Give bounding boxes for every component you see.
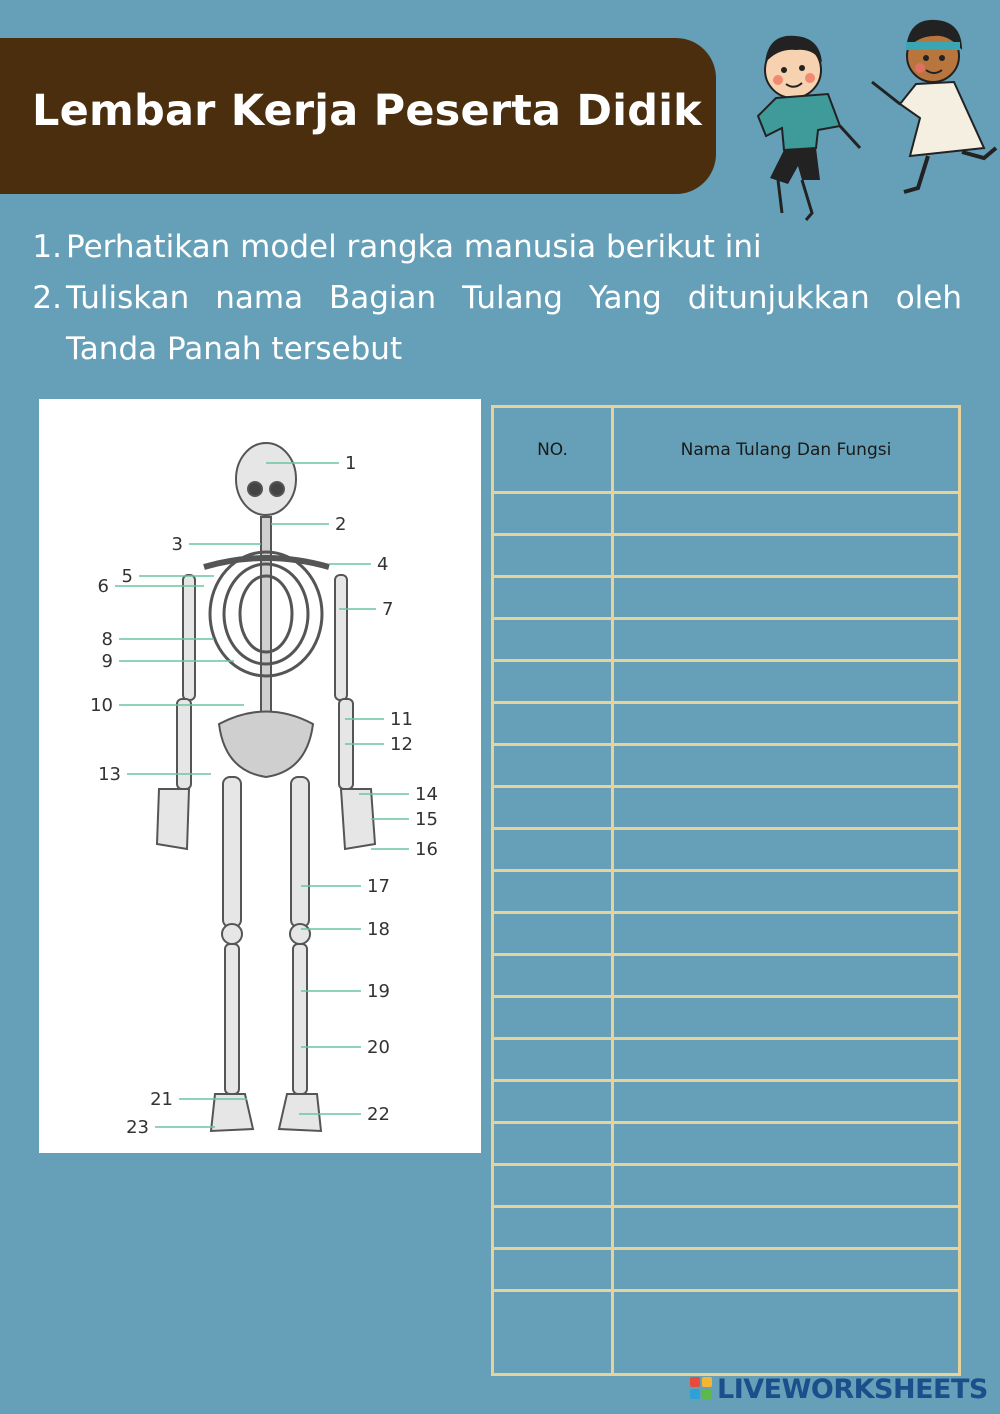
table-row bbox=[493, 619, 960, 661]
table-header-row bbox=[493, 407, 960, 493]
bone-label-6: 6 bbox=[97, 576, 109, 597]
answer-number-cell[interactable] bbox=[493, 1249, 613, 1291]
instructions-list bbox=[30, 222, 962, 375]
page-title: Lembar Kerja Peserta Didik bbox=[32, 86, 702, 136]
answer-number-cell[interactable] bbox=[493, 829, 613, 871]
bone-label-22: 22 bbox=[367, 1104, 390, 1125]
answer-number-cell[interactable] bbox=[493, 787, 613, 829]
table-row bbox=[493, 1165, 960, 1207]
bone-label-21: 21 bbox=[150, 1089, 173, 1110]
answer-number-cell[interactable] bbox=[493, 997, 613, 1039]
answer-number-cell[interactable] bbox=[493, 955, 613, 997]
answer-number-cell[interactable] bbox=[493, 913, 613, 955]
table-row bbox=[493, 997, 960, 1039]
table-row bbox=[493, 1123, 960, 1165]
table-row bbox=[493, 745, 960, 787]
answer-name-cell[interactable] bbox=[613, 1249, 960, 1291]
answer-name-cell[interactable] bbox=[613, 787, 960, 829]
table-row bbox=[493, 703, 960, 745]
answer-number-cell[interactable] bbox=[493, 871, 613, 913]
instruction-item bbox=[30, 222, 962, 273]
table-row bbox=[493, 577, 960, 619]
bone-label-14: 14 bbox=[415, 784, 438, 805]
answer-name-cell[interactable] bbox=[613, 1039, 960, 1081]
answer-number-cell[interactable] bbox=[493, 1039, 613, 1081]
table-row bbox=[493, 1039, 960, 1081]
table-row bbox=[493, 493, 960, 535]
answer-number-cell[interactable] bbox=[493, 745, 613, 787]
answer-number-cell[interactable] bbox=[493, 493, 613, 535]
answer-number-cell[interactable] bbox=[493, 1291, 613, 1375]
brand-name: LIVEWORKSHEETS bbox=[717, 1373, 988, 1405]
answer-number-cell[interactable] bbox=[493, 535, 613, 577]
table-row bbox=[493, 661, 960, 703]
bone-label-11: 11 bbox=[390, 709, 413, 730]
bone-label-17: 17 bbox=[367, 876, 390, 897]
bone-label-13: 13 bbox=[98, 764, 121, 785]
title-banner bbox=[0, 38, 716, 194]
answer-name-cell[interactable] bbox=[613, 1291, 960, 1375]
table-row bbox=[493, 829, 960, 871]
answer-number-cell[interactable] bbox=[493, 577, 613, 619]
answer-name-cell[interactable] bbox=[613, 661, 960, 703]
bone-label-18: 18 bbox=[367, 919, 390, 940]
instruction-text: Perhatikan model rangka manusia berikut ini bbox=[66, 229, 762, 265]
bone-label-9: 9 bbox=[101, 651, 113, 672]
answer-name-cell[interactable] bbox=[613, 493, 960, 535]
bone-label-20: 20 bbox=[367, 1037, 390, 1058]
liveworksheets-logo-icon bbox=[690, 1377, 714, 1401]
answer-name-cell[interactable] bbox=[613, 997, 960, 1039]
bone-label-19: 19 bbox=[367, 981, 390, 1002]
bone-label-2: 2 bbox=[335, 514, 347, 535]
instruction-number: 1. bbox=[32, 229, 62, 265]
table-row bbox=[493, 1249, 960, 1291]
bone-label-3: 3 bbox=[171, 534, 183, 555]
bone-label-1: 1 bbox=[345, 453, 357, 474]
answer-name-cell[interactable] bbox=[613, 535, 960, 577]
answer-name-cell[interactable] bbox=[613, 703, 960, 745]
liveworksheets-brand[interactable] bbox=[690, 1372, 988, 1406]
answer-name-cell[interactable] bbox=[613, 913, 960, 955]
instruction-item bbox=[30, 273, 962, 375]
running-children-illustration bbox=[748, 8, 1000, 230]
girl-figure bbox=[872, 20, 996, 192]
answer-name-cell[interactable] bbox=[613, 955, 960, 997]
bone-label-12: 12 bbox=[390, 734, 413, 755]
answer-name-cell[interactable] bbox=[613, 829, 960, 871]
bone-label-8: 8 bbox=[101, 629, 113, 650]
answer-number-cell[interactable] bbox=[493, 1123, 613, 1165]
table-row bbox=[493, 1081, 960, 1123]
answer-name-cell[interactable] bbox=[613, 745, 960, 787]
answer-number-cell[interactable] bbox=[493, 703, 613, 745]
bone-label-16: 16 bbox=[415, 839, 438, 860]
bone-label-4: 4 bbox=[377, 554, 389, 575]
answer-name-cell[interactable] bbox=[613, 1165, 960, 1207]
header-no: NO. bbox=[493, 407, 613, 493]
instruction-number: 2. bbox=[32, 280, 62, 316]
answer-table bbox=[491, 405, 961, 1376]
boy-figure bbox=[758, 36, 860, 220]
answer-number-cell[interactable] bbox=[493, 1207, 613, 1249]
answer-name-cell[interactable] bbox=[613, 1123, 960, 1165]
table-row bbox=[493, 913, 960, 955]
bone-label-5: 5 bbox=[121, 566, 133, 587]
bone-label-15: 15 bbox=[415, 809, 438, 830]
header-name-function: Nama Tulang Dan Fungsi bbox=[613, 407, 960, 493]
table-row bbox=[493, 1207, 960, 1249]
bone-label-23: 23 bbox=[126, 1117, 149, 1138]
bone-label-7: 7 bbox=[382, 599, 394, 620]
table-row bbox=[493, 955, 960, 997]
answer-name-cell[interactable] bbox=[613, 619, 960, 661]
answer-number-cell[interactable] bbox=[493, 1081, 613, 1123]
answer-name-cell[interactable] bbox=[613, 1207, 960, 1249]
answer-name-cell[interactable] bbox=[613, 1081, 960, 1123]
table-row bbox=[493, 1291, 960, 1375]
instruction-text: Tuliskan nama Bagian Tulang Yang ditunjukkan oleh Tanda Panah tersebut bbox=[66, 280, 962, 367]
answer-name-cell[interactable] bbox=[613, 871, 960, 913]
table-row bbox=[493, 871, 960, 913]
answer-name-cell[interactable] bbox=[613, 577, 960, 619]
skeleton-figure bbox=[39, 399, 481, 1153]
answer-number-cell[interactable] bbox=[493, 661, 613, 703]
table-row bbox=[493, 787, 960, 829]
answer-number-cell[interactable] bbox=[493, 1165, 613, 1207]
answer-number-cell[interactable] bbox=[493, 619, 613, 661]
table-row bbox=[493, 535, 960, 577]
bone-label-10: 10 bbox=[90, 695, 113, 716]
